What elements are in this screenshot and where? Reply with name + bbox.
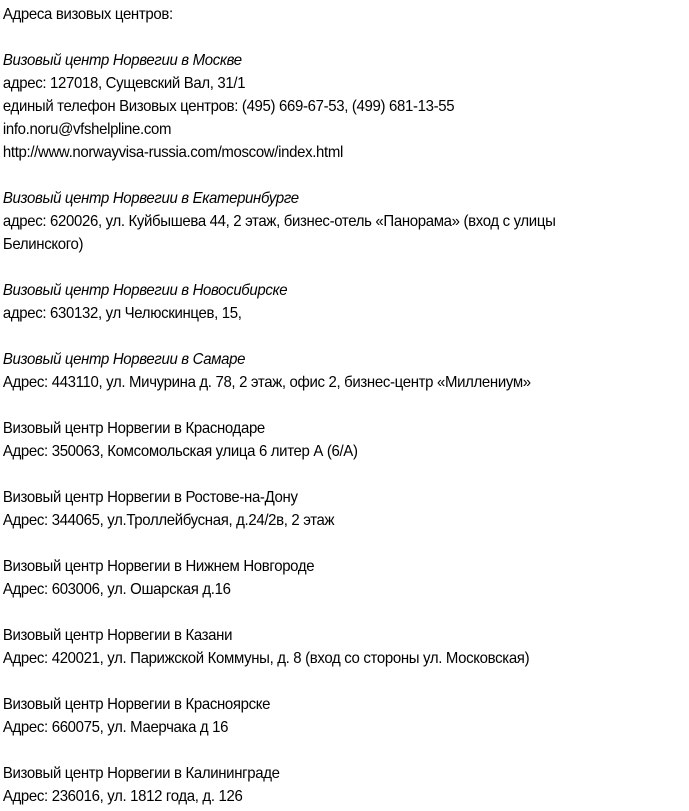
center-address: Адрес: 443110, ул. Мичурина д. 78, 2 этаж, офис 2, бизнес-центр «Миллениум» [2, 374, 531, 391]
center-title: Визовый центр Норвегии в Красноярске [2, 696, 271, 713]
center-title: Визовый центр Норвегии в Нижнем Новгороде [2, 558, 315, 575]
center-email[interactable]: info.noru@vfshelpline.com [2, 121, 172, 138]
document-heading: Адреса визовых центров: [2, 6, 173, 23]
center-title: Визовый центр Норвегии в Москве [2, 52, 242, 69]
center-rostov [3, 486, 689, 532]
spacer [3, 532, 689, 555]
center-url[interactable]: http://www.norwayvisa-russia.com/moscow/index.html [2, 144, 343, 161]
center-krasnodar [3, 417, 689, 463]
center-kaliningrad [3, 762, 689, 808]
spacer [3, 164, 689, 187]
center-address: Адрес: 660075, ул. Маерчака д 16 [2, 719, 229, 736]
center-address: адрес: 127018, Сущевский Вал, 31/1 [2, 75, 246, 92]
spacer [3, 670, 689, 693]
spacer [3, 325, 689, 348]
spacer [3, 394, 689, 417]
center-address: Адрес: 236016, ул. 1812 года, д. 126 [2, 788, 243, 805]
center-address-continued: Белинского) [2, 236, 84, 253]
center-phone: единый телефон Визовых центров: (495) 669-67-53, (499) 681-13-55 [2, 98, 455, 115]
center-title: Визовый центр Норвегии в Екатеринбурге [2, 190, 299, 207]
spacer [3, 739, 689, 762]
center-address: адрес: 630132, ул Челюскинцев, 15, [2, 305, 242, 322]
center-novosibirsk [3, 279, 689, 325]
center-kazan [3, 624, 689, 670]
center-ekaterinburg [3, 187, 689, 256]
center-nizhny-novgorod [3, 555, 689, 601]
spacer [3, 26, 689, 49]
spacer [3, 256, 689, 279]
spacer [3, 601, 689, 624]
center-krasnoyarsk [3, 693, 689, 739]
center-address: Адрес: 603006, ул. Ошарская д.16 [2, 581, 231, 598]
center-title: Визовый центр Норвегии в Калининграде [2, 765, 280, 782]
center-title: Визовый центр Норвегии в Новосибирске [2, 282, 288, 299]
center-moscow [3, 49, 689, 164]
center-title: Визовый центр Норвегии в Краснодаре [2, 420, 265, 437]
center-address: Адрес: 344065, ул.Троллейбусная, д.24/2в, 2 этаж [2, 512, 335, 529]
spacer [3, 463, 689, 486]
center-title: Визовый центр Норвегии в Самаре [2, 351, 246, 368]
center-title: Визовый центр Норвегии в Ростове-на-Дону [2, 489, 298, 506]
center-title: Визовый центр Норвегии в Казани [2, 627, 233, 644]
center-samara [3, 348, 689, 394]
center-address: Адрес: 350063, Комсомольская улица 6 литер А (6/А) [2, 443, 358, 460]
center-address: Адрес: 420021, ул. Парижской Коммуны, д. 8 (вход со стороны ул. Московская) [2, 650, 530, 667]
center-address: адрес: 620026, ул. Куйбышева 44, 2 этаж, бизнес-отель «Панорама» (вход с улицы [2, 213, 556, 230]
